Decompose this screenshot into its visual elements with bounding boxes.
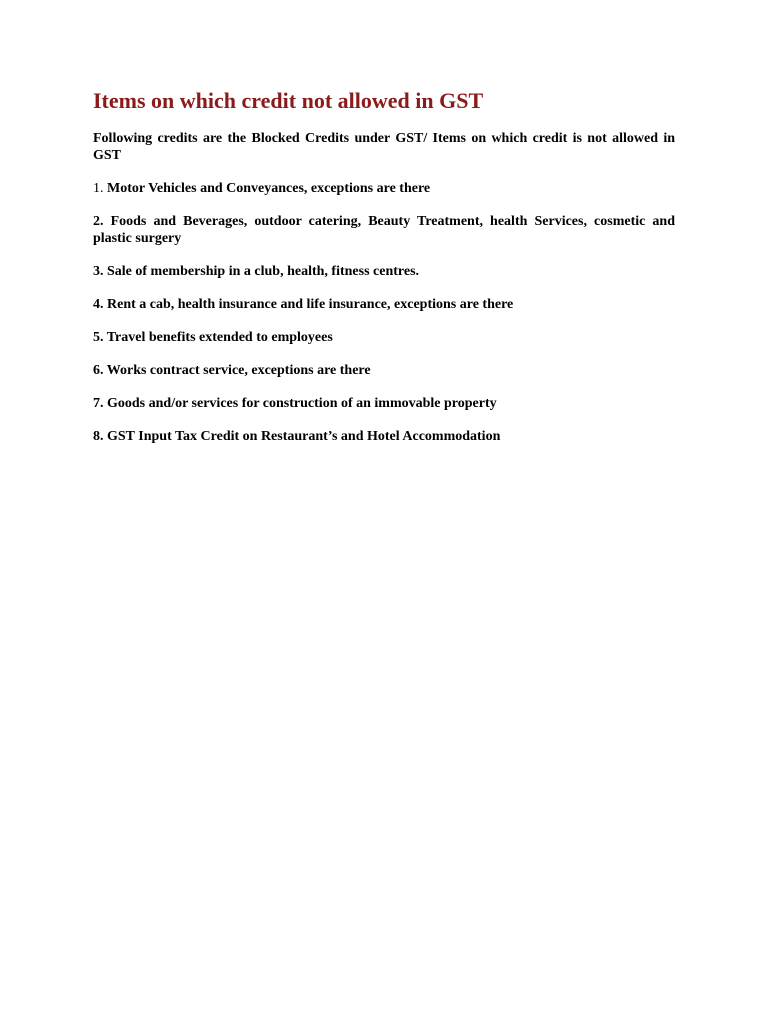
item-text: Rent a cab, health insurance and life insurance, exceptions are there [107,297,514,312]
list-item [93,180,675,197]
item-number: 7. [93,396,104,411]
item-number: 3. [93,264,104,279]
document-page [93,86,675,445]
item-text: Works contract service, exceptions are there [106,363,371,378]
item-text: Sale of membership in a club, health, fitness centres. [107,264,420,279]
item-text: Motor Vehicles and Conveyances, exceptions are there [107,181,431,196]
item-text: GST Input Tax Credit on Restaurant’s and Hotel Accommodation [107,429,501,444]
blocked-credits-list [93,180,675,445]
item-number: 8. [93,429,104,444]
item-number: 1. [93,181,104,196]
item-text: Foods and Beverages, outdoor catering, Beauty Treatment, health Services, cosmetic and plastic surgery [93,214,676,246]
list-item [93,395,675,412]
item-number: 2. [93,214,104,229]
list-item [93,428,675,445]
list-item [93,296,675,313]
item-number: 6. [93,363,104,378]
list-item [93,329,675,346]
item-number: 5. [93,330,104,345]
item-text: Travel benefits extended to employees [106,330,333,345]
list-item [93,213,675,247]
document-title: Items on which credit not allowed in GST [93,88,484,113]
intro-paragraph: Following credits are the Blocked Credits under GST/ Items on which credit is not allowed in GST [93,131,675,163]
list-item [93,362,675,379]
list-item [93,263,675,280]
item-text: Goods and/or services for construction of an immovable property [107,396,497,411]
item-number: 4. [93,297,104,312]
